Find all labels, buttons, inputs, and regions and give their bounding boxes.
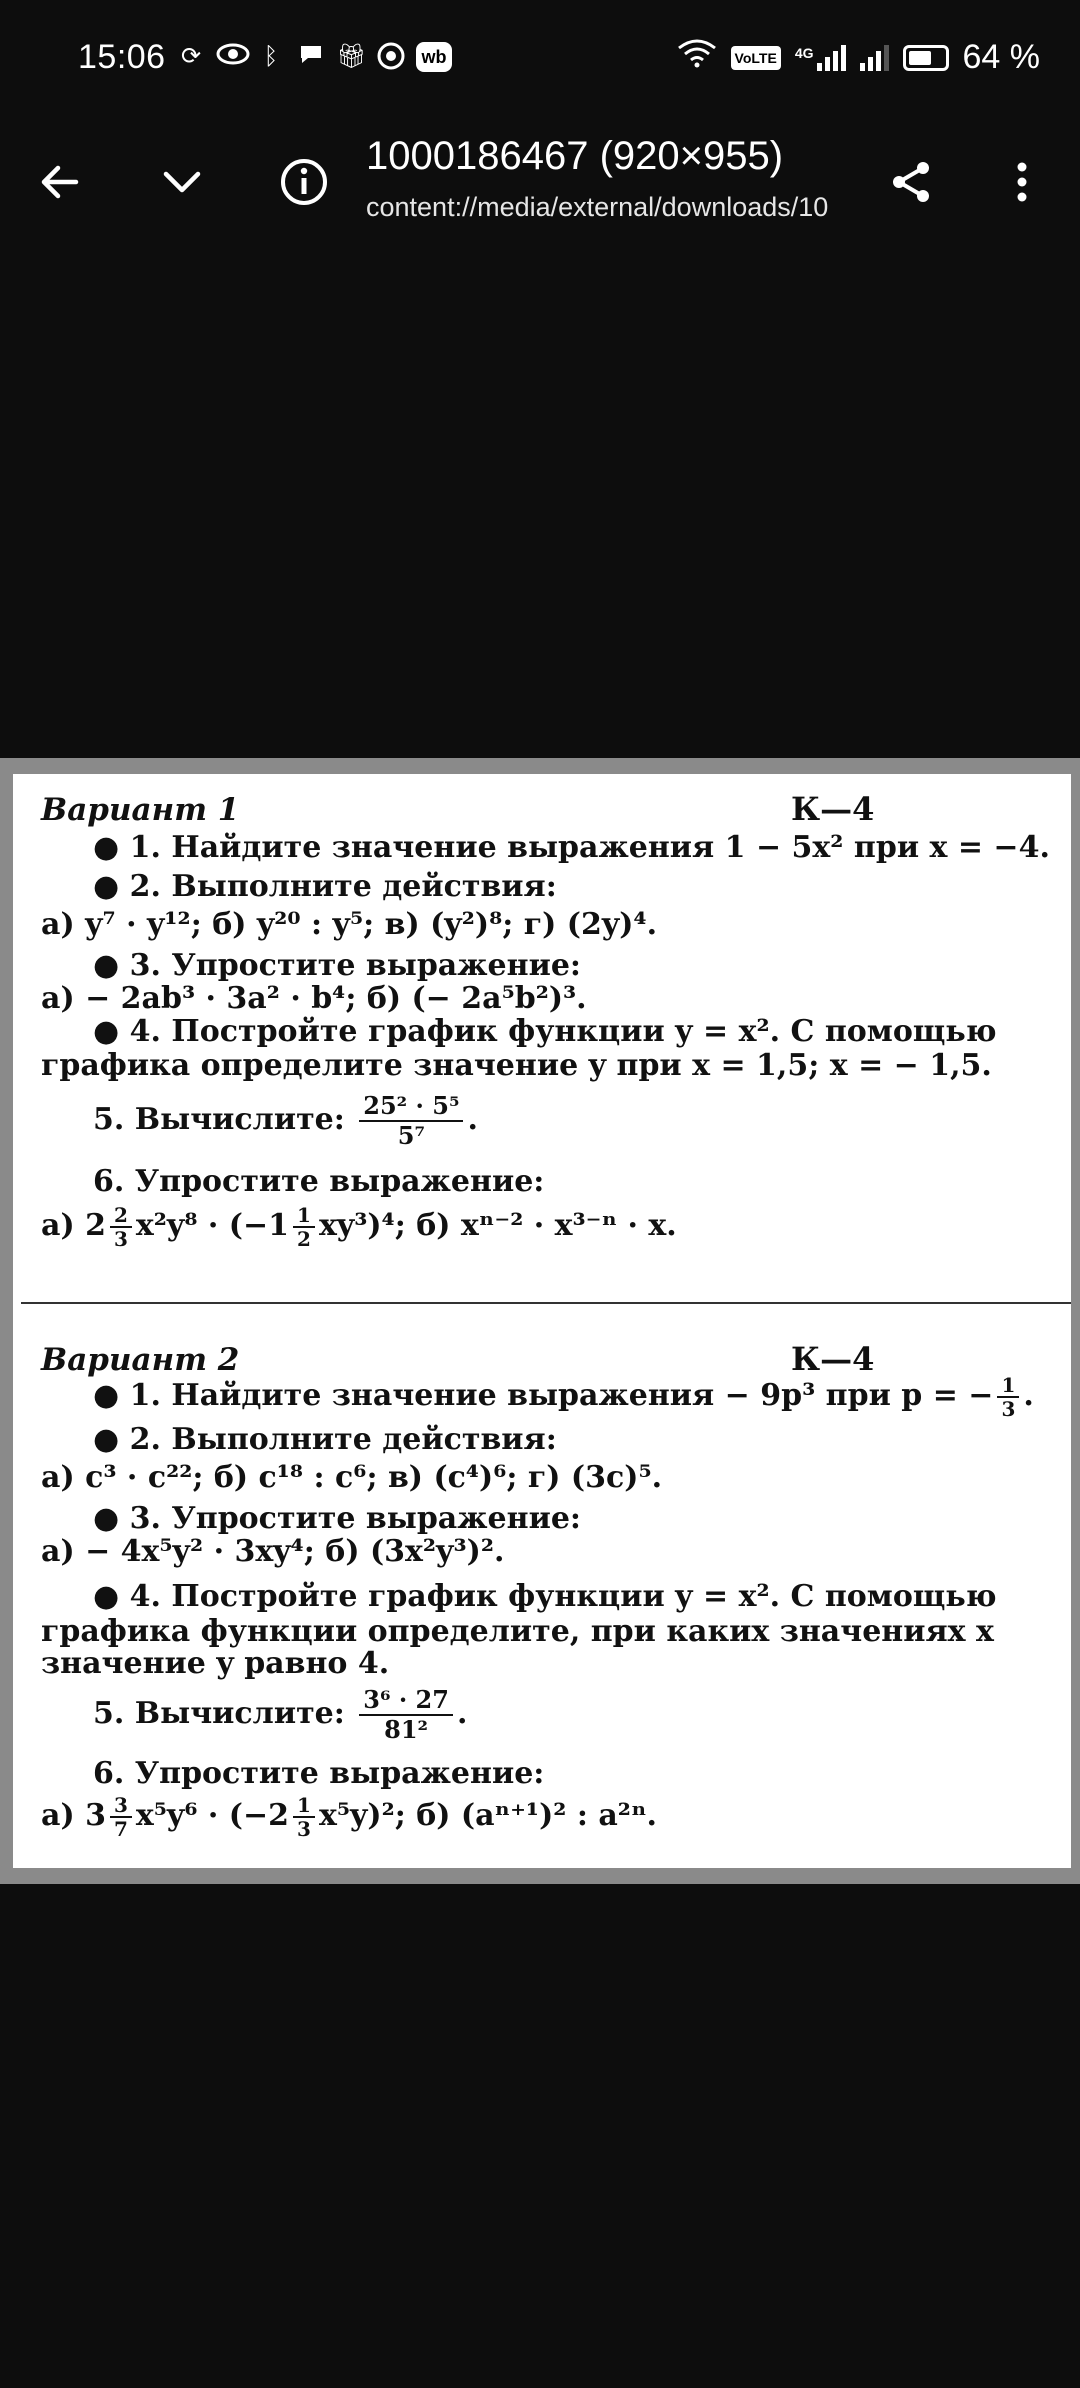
v2-task-4-line3: значение y равно 4. xyxy=(41,1646,390,1681)
info-button[interactable] xyxy=(272,150,336,214)
expand-button[interactable] xyxy=(150,150,214,214)
variant-1-code: К—4 xyxy=(791,790,875,828)
v2-task-3: ● 3. Упростите выражение: xyxy=(93,1501,581,1536)
more-menu-button[interactable] xyxy=(990,150,1054,214)
more-vertical-icon xyxy=(1007,157,1037,207)
v1-task-2: ● 2. Выполните действия: xyxy=(93,869,557,904)
system-indicators xyxy=(677,38,1040,77)
back-button[interactable] xyxy=(28,150,92,214)
v1-task-5: 5. Вычислите: $\frac{\text{25² · 5⁵}}{\text{5⁷}}$ . xyxy=(93,1091,478,1150)
v1-task-3: ● 3. Упростите выражение: xyxy=(93,948,581,983)
v2-task-1: ● 1. Найдите значение выражения − 9p³ при p = − $\frac{1}{3}$ . xyxy=(93,1373,1034,1421)
v2-task-4-line1: ● 4. Постройте график функции y = x². С помощью xyxy=(93,1579,997,1614)
v1-task-6-items: а) 2 $\frac{2}{3}$ x²y⁸ · (−1 $\frac{1}{2}$ xy³)⁴; б) xⁿ⁻² · x³⁻ⁿ · x. xyxy=(41,1203,677,1251)
battery-icon xyxy=(903,45,949,71)
variant-1-heading: Вариант 1 xyxy=(41,792,240,828)
v1-task-3-items: а) − 2ab³ · 3a² · b⁴; б) (− 2a⁵b²)³. xyxy=(41,981,587,1016)
signal-icon xyxy=(860,45,889,71)
target-icon xyxy=(376,42,406,72)
file-title: 1000186467 (920×955) xyxy=(366,134,784,178)
battery-fill xyxy=(909,51,931,65)
v2-task-5: 5. Вычислите: $\frac{\text{3⁶ · 27}}{\text{81²}}$ . xyxy=(93,1685,468,1744)
worksheet-image xyxy=(13,774,1071,1868)
eye-icon xyxy=(216,42,246,72)
wb-app-icon: wb xyxy=(416,42,452,72)
variant-separator xyxy=(21,1302,1071,1304)
v1-task-4-line1: ● 4. Постройте график функции y = x². С помощью xyxy=(93,1014,997,1049)
v2-task-2-items: а) c³ · c²²; б) c¹⁸ : c⁶; в) (c⁴)⁶; г) (3c)⁵. xyxy=(41,1460,663,1495)
gift-icon: 🎁︎ xyxy=(336,43,367,70)
v2-task-6-items: а) 3 $\frac{3}{7}$ x⁵y⁶ · (−2 $\frac{1}{3}$ x⁵y)²; б) (aⁿ⁺¹)² : a²ⁿ. xyxy=(41,1793,657,1841)
share-icon xyxy=(887,157,937,207)
wifi-icon xyxy=(677,38,717,77)
v2-task-5-fraction: $\frac{\text{3⁶ · 27}}{\text{81²}}$ xyxy=(359,1686,453,1744)
share-button[interactable] xyxy=(880,150,944,214)
arrow-left-icon xyxy=(36,158,84,206)
v2-task-3-items: а) − 4x⁵y² · 3xy⁴; б) (3x²y³)². xyxy=(41,1534,505,1569)
v2-task-6: 6. Упростите выражение: xyxy=(93,1756,545,1791)
image-viewer[interactable] xyxy=(0,758,1080,1884)
network-type-label: 4G xyxy=(794,44,814,61)
notification-icons xyxy=(176,42,452,72)
variant-2-code: К—4 xyxy=(791,1340,875,1378)
v1-task-1: ● 1. Найдите значение выражения 1 − 5x² при x = −4. xyxy=(93,830,1050,865)
chat-icon xyxy=(296,42,326,72)
v1-task-6: 6. Упростите выражение: xyxy=(93,1164,545,1199)
4g-signal-icon xyxy=(795,45,846,71)
status-bar xyxy=(0,0,1080,120)
chevron-down-icon xyxy=(158,158,206,206)
v1-task-2-items: а) y⁷ · y¹²; б) y²⁰ : y⁵; в) (y²)⁸; г) (2y)⁴. xyxy=(41,907,658,942)
battery-percent: 64 % xyxy=(962,38,1040,76)
viewer-toolbar xyxy=(0,120,1080,260)
sync-icon: ⟳ xyxy=(180,43,202,70)
volte-icon: VoLTE xyxy=(731,46,781,70)
clock: 15:06 xyxy=(78,38,166,76)
info-icon xyxy=(279,157,329,207)
variant-2-heading: Вариант 2 xyxy=(41,1342,240,1378)
v1-task-5-fraction: $\frac{\text{25² · 5⁵}}{\text{5⁷}}$ xyxy=(359,1092,463,1150)
v2-task-4-line2: графика функции определите, при каких значениях x xyxy=(41,1614,994,1649)
v2-task-2: ● 2. Выполните действия: xyxy=(93,1422,557,1457)
bluetooth-icon: ᛒ xyxy=(263,43,279,70)
file-path: content://media/external/downloads/10 xyxy=(366,192,829,222)
v1-task-4-line2: графика определите значение y при x = 1,5; x = − 1,5. xyxy=(41,1048,992,1083)
